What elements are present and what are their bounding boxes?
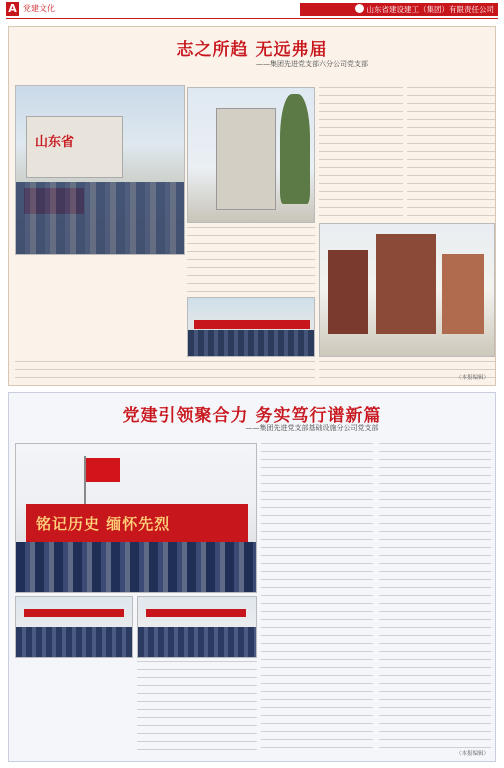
page-letter: A (6, 2, 19, 16)
article-1-caption (15, 259, 185, 357)
crowd (188, 330, 314, 356)
header-divider (6, 18, 498, 19)
article-1-title: 志之所趋 无远弗届 (176, 40, 328, 60)
sculpture-left (328, 250, 368, 334)
article-2-column-3 (137, 661, 257, 753)
article-2-title: 党建引领聚合力 务实笃行谱新篇 (122, 406, 382, 426)
memorial-group-photo (15, 443, 257, 593)
sculpture-center (376, 234, 436, 334)
article-1-column-1 (319, 87, 403, 219)
article-1-subtitle: ——集团先进党支部六分公司党支部 (256, 60, 368, 68)
tree (280, 94, 310, 204)
masthead-bar (300, 3, 498, 16)
section-name: 党建文化 (23, 4, 55, 13)
national-flag (86, 458, 120, 482)
crowd (16, 542, 256, 592)
crowd (138, 627, 256, 657)
photo-banner (146, 609, 246, 617)
red-wall-text: 铭记历史 缅怀先烈 (36, 515, 171, 533)
group-photo-outdoor (15, 85, 185, 255)
red-wall (26, 504, 248, 542)
crowd (16, 627, 132, 657)
article-2-caption (15, 661, 133, 753)
article-1-end-note: （本报编辑） (455, 375, 489, 381)
wall-text: 山东省 (35, 135, 75, 150)
article-1-column-4 (15, 361, 315, 379)
article-2-end-note: （本报编辑） (455, 751, 489, 757)
crowd (16, 182, 184, 254)
article-2 (8, 392, 496, 762)
article-1-column-2 (407, 87, 495, 219)
activity-photo-left (15, 596, 133, 658)
article-1 (8, 26, 496, 386)
group-photo-banner (187, 297, 315, 357)
article-2-column-2 (379, 443, 491, 753)
company-logo-icon (355, 4, 364, 13)
sculpture-photo (319, 223, 495, 357)
photo-banner (194, 320, 310, 329)
sculpture-right (442, 254, 484, 334)
memorial-wall (26, 116, 123, 178)
article-2-subtitle: ——集团先进党支部基础设施分公司党支部 (245, 424, 379, 432)
photo-banner (24, 609, 124, 617)
monument-stone (216, 108, 276, 210)
activity-photo-right (137, 596, 257, 658)
monument-photo (187, 87, 315, 223)
article-2-column-1 (261, 443, 373, 753)
article-1-column-3 (187, 227, 315, 293)
page-header (0, 0, 504, 20)
masthead-text: 山东省建设建工（集团）有限责任公司 (366, 5, 494, 14)
